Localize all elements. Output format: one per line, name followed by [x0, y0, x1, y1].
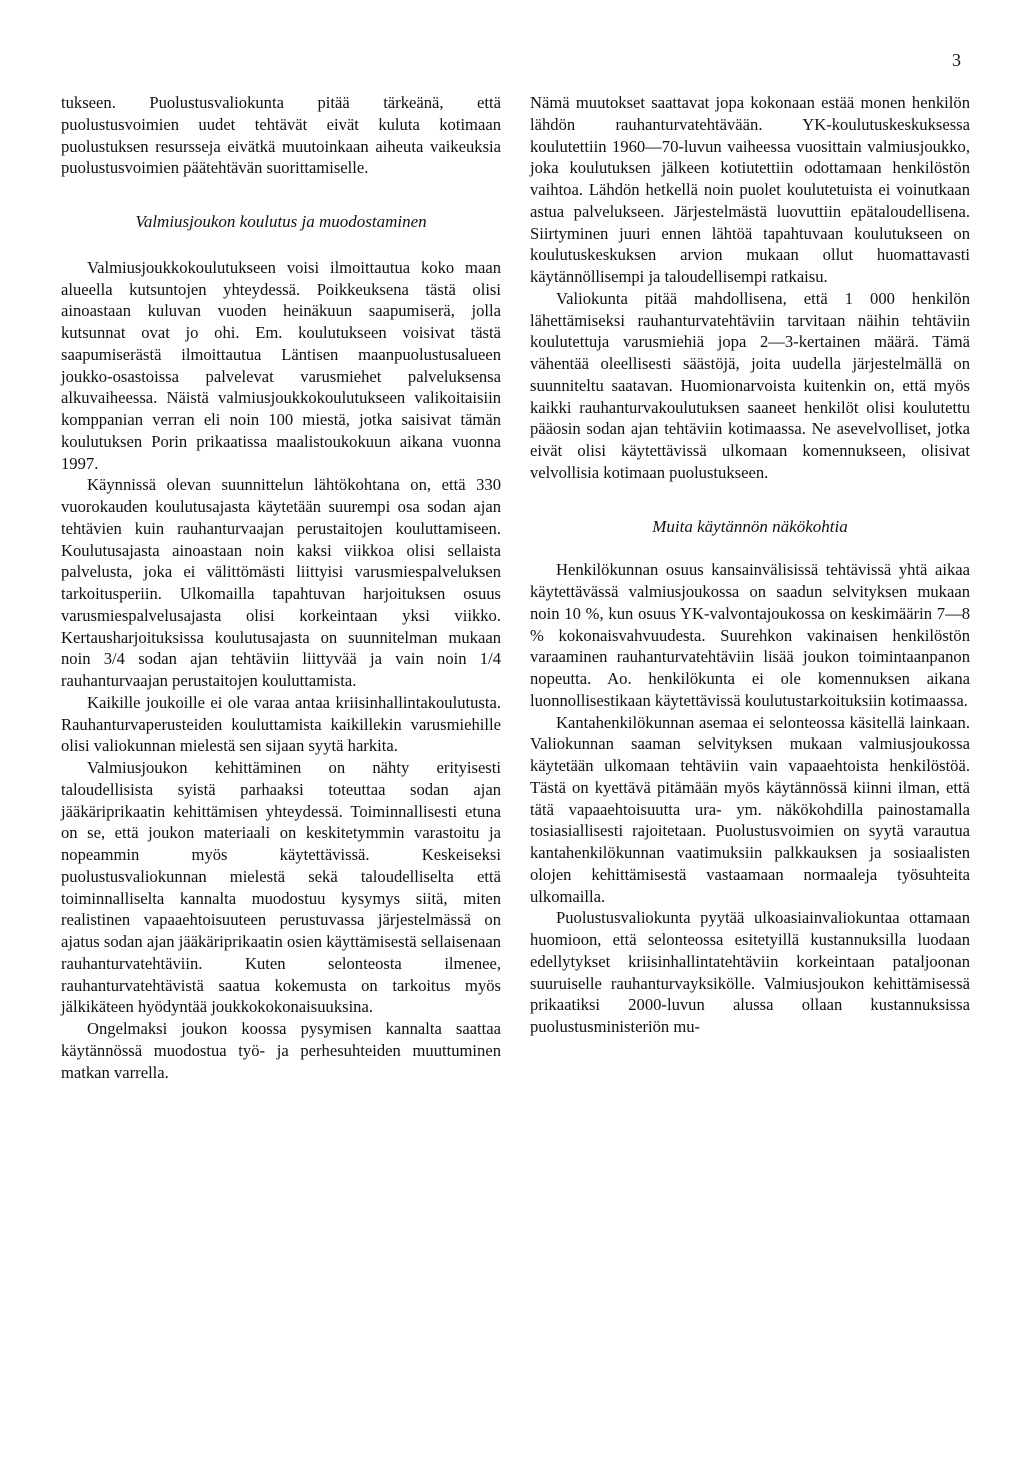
- paragraph: Ongelmaksi joukon koossa pysymisen kannalta saattaa käytännössä muodostua työ- ja perhesuhteiden muuttuminen matkan varrella.: [61, 1019, 501, 1082]
- paragraph: Henkilökunnan osuus kansainvälisissä tehtävissä yhtä aikaa käytettävässä valmiusjoukossa on saadun selvityksen mukaan noin 10 %, kun osuus YK-valvontajoukossa on keskimäärin 7—8 % kokonaisvahvuudesta. Suurehkon vakinaisen henkilöstön varaaminen rauhanturvatehtäviin lisää joukon toimintaanpanon nopeutta. Ao. henkilökunta ei ole komennuksen aikana luonnollisestikaan käytettävissä koulutustarkoituksiin kotimaassa.: [530, 560, 970, 710]
- paragraph: Käynnissä olevan suunnittelun lähtökohtana on, että 330 vuorokauden koulutusajasta käytetään suurempi osa sodan ajan tehtävien kuin rauhanturvaajan perustaitojen kouluttamiseen. Koulutusajasta ainoastaan noin kaksi viikkoa olisi sellaista palvelusta, joka ei välittömästi liittyisi varusmiespalveluksen tarkoitusperiin. Ulkomailla tapahtuvan harjoituksen osuus varusmiespalvelusajasta olisi korkeintaan yksi viikko. Kertausharjoituksissa koulutusajasta on suunnitelman mukaan noin 3/4 sodan ajan tehtäviin liittyvää ja vain noin 1/4 rauhanturvaajan perustaitojen kouluttamista.: [61, 475, 501, 690]
- paragraph: Kantahenkilökunnan asemaa ei selonteossa käsitellä lainkaan. Valiokunnan saaman selvityksen mukaan valmiusjoukossa käytetään ulkomaan tehtäviin vain vapaaehtoista henkilöstöä. Tästä on kyettävä pitämään myös käytännössä kiinni ilman, että tätä vapaaehtoisuutta ura- ym. näkökohdilla painostamalla tosiasiallisesti rajoitetaan. Puolustusvoimien on syytä varautua kantahenkilökunnan vaatimuksiin palkkauksen ja sosiaalisten olojen kehittämisestä vastaamaan normaaleja työsuhteita ulkomailla.: [530, 712, 970, 906]
- paragraph: tukseen. Puolustusvaliokunta pitää tärkeänä, että puolustusvoimien uudet tehtävät eivät kuluta kotimaan puolustuksen resursseja eivätkä muutoinkaan aiheuta vaikeuksia puolustusvoimien päätehtävän suorittamiselle.: [61, 93, 501, 178]
- left-column: [61, 92, 501, 1083]
- paragraph: Nämä muutokset saattavat jopa kokonaan estää monen henkilön lähdön rauhanturvatehtävään. YK-koulutuskeskuksessa koulutettiin 1960—70-luvun vaiheessa vuosittain valmiusjoukko, joka koulutuksen jälkeen kotiutettiin odottamaan henkilöstön vaihtoa. Lähdön hetkellä noin puolet koulutetuista ei voinutkaan astua palvelukseen. Järjestelmästä luovuttiin epätaloudellisena. Siirtyminen juuri ennen lähtöä tapahtuvaan koulutukseen on koulutuskeskuksen arvion mukaan ollut huomattavasti käytännöllisempi ja taloudellisempi ratkaisu.: [530, 93, 970, 286]
- page-number: 3: [952, 50, 961, 70]
- paragraph: Puolustusvaliokunta pyytää ulkoasiainvaliokuntaa ottamaan huomioon, että selonteossa esitetyillä kustannuksilla luodaan edellytykset kriisinhallintatehtäviin korkeintaan pataljoonan suuruiselle rauhanturvayksikölle. Valmiusjoukon kehittämisessä prikaatiksi 2000-luvun alussa ollaan kustannuksissa puolustusministeriön mu-: [530, 908, 970, 1036]
- section-heading-valmiusjoukon-koulutus: Valmiusjoukon koulutus ja muodostaminen: [135, 212, 427, 231]
- paragraph: Valmiusjoukkokoulutukseen voisi ilmoittautua koko maan alueella kutsuntojen yhteydessä. Poikkeuksena tästä olisi ainoastaan kuluvan vuoden heinäkuun saapumiserä, jolla kutsunnat ovat jo ohi. Em. koulutukseen voisivat tästä saapumiserästä ilmoittautua Läntisen maanpuolustusalueen joukko-osastoissa palvelevat varusmiehet palveluksensa alkuvaiheessa. Näistä valmiusjoukkokoulutukseen valikoitaisiin komppanian verran eli noin 100 miestä, jotka saisivat tämän koulutuksen Porin prikaatissa maalistoukokuun aikana vuonna 1997.: [61, 257, 501, 473]
- paragraph: Kaikille joukoille ei ole varaa antaa kriisinhallintakoulutusta. Rauhanturvaperusteiden kouluttamista kaikillekin varusmiehille olisi valiokunnan mielestä sen sijaan syytä harkita.: [61, 692, 501, 756]
- paragraph: Valiokunta pitää mahdollisena, että 1 000 henkilön lähettämiseksi rauhanturvatehtäviin tarvitaan näihin tehtäviin koulutettuja varusmiehiä jopa 2—3-kertainen määrä. Tämä vähentää oleellisesti säästöjä, joita uudella järjestelmällä on suunniteltu saatavan. Huomionarvoista kuitenkin on, että myös kaikki rauhanturvakoulutuksen saaneet henkilöt olisi koulutettu pääosin sodan ajan tehtäviin kotimaassa. Ne asevelvolliset, jotka eivät olisi käytettävissä ulkomaan komennukseen, olisivat velvollisia kotimaan puolustukseen.: [530, 288, 970, 482]
- section-heading-muita-kaytannon-nakokohtia: Muita käytännön näkökohtia: [652, 516, 848, 536]
- paragraph: Valmiusjoukon kehittäminen on nähty erityisesti taloudellisista syistä parhaaksi toteuttaa sodan ajan jääkäriprikaatin kehittämisen yhteydessä. Toiminnallisesti etuna on se, että joukon materiaali on keskitetymmin varastoitu ja nopeammin myös käytettävissä. Keskeiseksi puolustusvaliokunnan mielestä sekä taloudelliselta että toiminnalliselta kannalta muodostuu kysymys siitä, miten realistinen vapaaehtoisuuteen perustuvassa järjestelmässä on ajatus sodan ajan jääkäriprikaatin osien käyttämisestä sellaisenaan rauhanturvatehtäviin. Kuten selonteosta ilmenee, rauhanturvatehtävistä saatua kokemusta on tarkoitus myös jälkikäteen hyödyntää joukkokokonaisuuksina.: [61, 758, 501, 1017]
- right-column: [530, 92, 970, 1038]
